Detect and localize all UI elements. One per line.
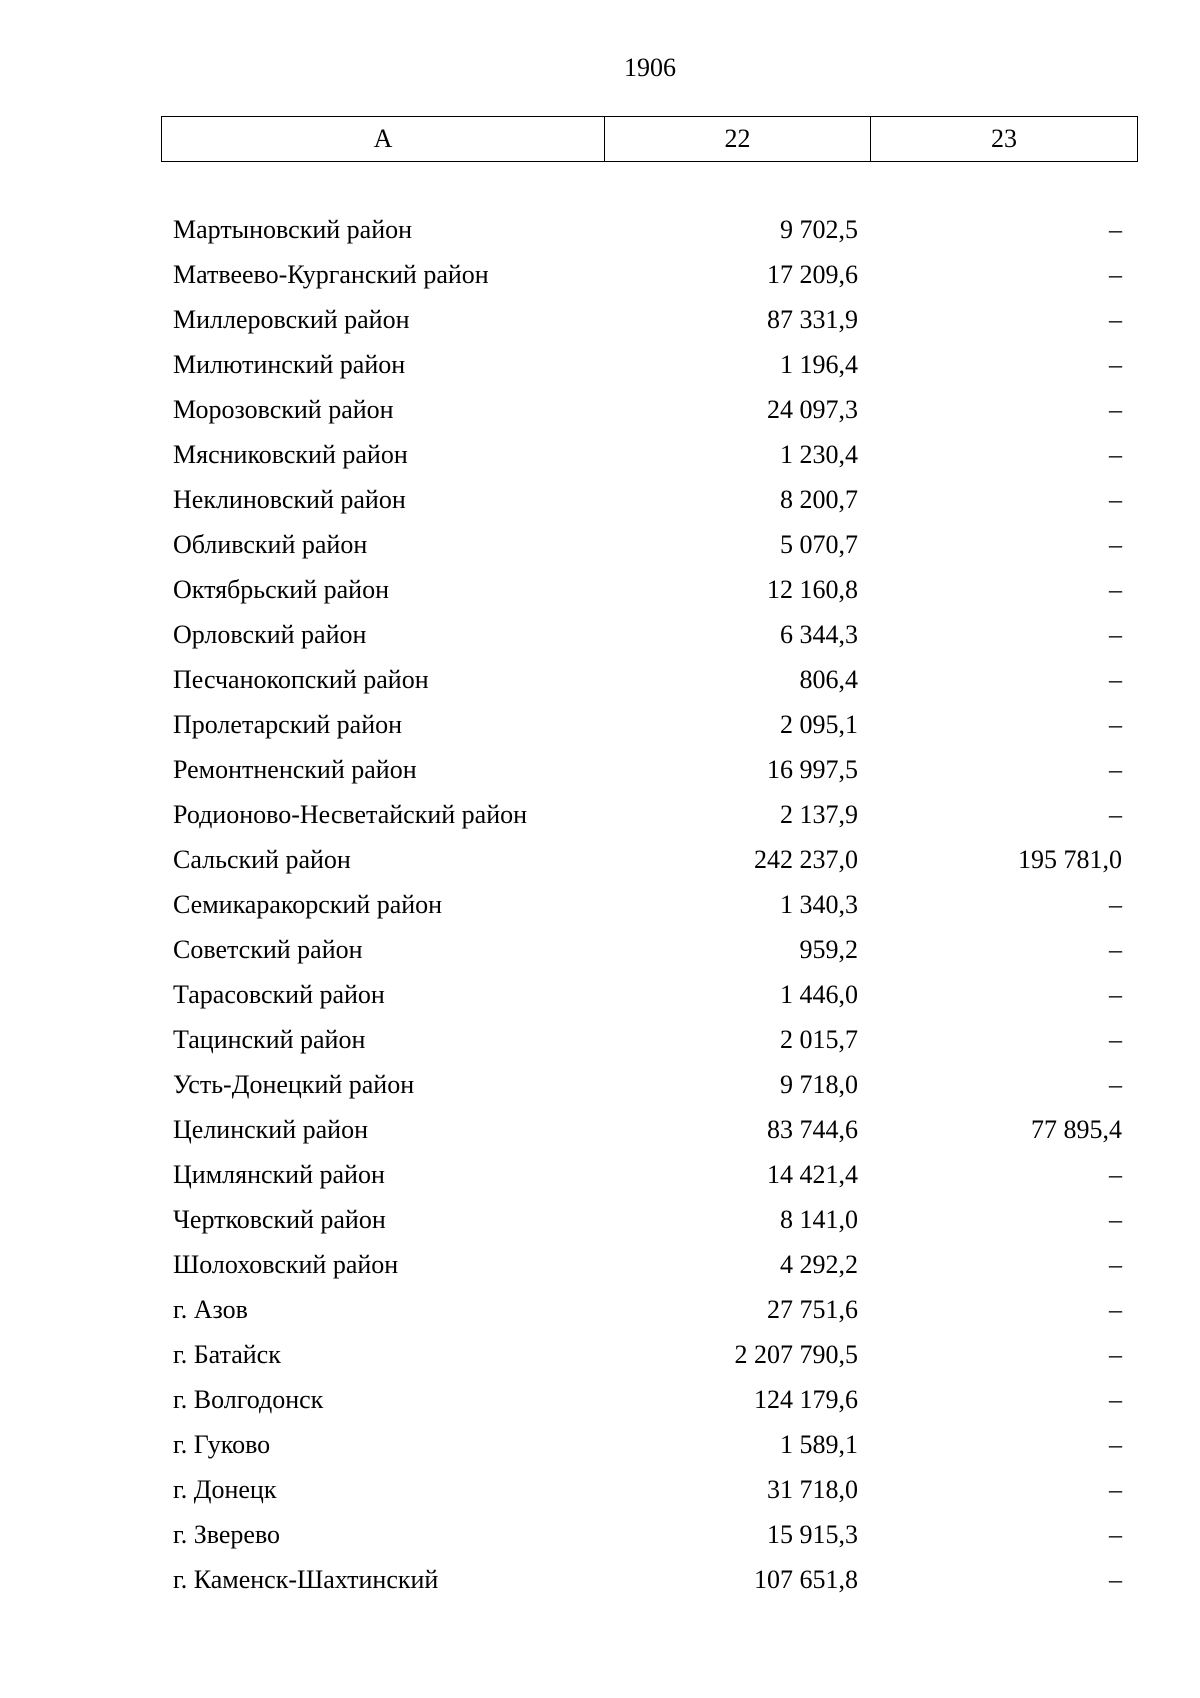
row-value-22: 17 209,6 xyxy=(767,260,858,289)
row-value-23: – xyxy=(1109,710,1122,739)
row-name: Шолоховский район xyxy=(173,1250,399,1279)
row-value-23: – xyxy=(1109,890,1122,919)
header-col-23: 23 xyxy=(871,117,1138,162)
row-value-22: 31 718,0 xyxy=(767,1475,858,1504)
row-value-22: 6 344,3 xyxy=(780,620,858,649)
row-name: Сальский район xyxy=(173,845,351,874)
header-row xyxy=(162,117,1138,162)
row-value-22: 9 718,0 xyxy=(780,1070,858,1099)
row-value-23: – xyxy=(1109,1430,1122,1459)
row-value-23: – xyxy=(1109,1340,1122,1369)
row-name: Ремонтненский район xyxy=(173,755,417,784)
row-value-22: 2 015,7 xyxy=(780,1025,858,1054)
table-row xyxy=(0,617,1200,662)
row-value-22: 15 915,3 xyxy=(767,1520,858,1549)
row-value-22: 806,4 xyxy=(799,665,858,694)
table-row xyxy=(0,977,1200,1022)
row-name: Орловский район xyxy=(173,620,367,649)
row-name: Целинский район xyxy=(173,1115,368,1144)
row-value-22: 8 141,0 xyxy=(780,1205,858,1234)
row-value-22: 242 237,0 xyxy=(754,845,858,874)
table-row xyxy=(0,1157,1200,1202)
row-name: Мясниковский район xyxy=(173,440,408,469)
table-header xyxy=(161,116,1138,162)
page-number: 1906 xyxy=(624,53,676,82)
table-row xyxy=(0,842,1200,887)
table-row xyxy=(0,1022,1200,1067)
row-name: г. Азов xyxy=(173,1295,248,1324)
table-row xyxy=(0,527,1200,572)
table-row xyxy=(0,1472,1200,1517)
row-value-23: – xyxy=(1109,1565,1122,1594)
row-name: Октябрьский район xyxy=(173,575,389,604)
row-value-22: 124 179,6 xyxy=(754,1385,858,1414)
table-row xyxy=(0,1562,1200,1607)
table-row xyxy=(0,662,1200,707)
row-name: г. Гуково xyxy=(173,1430,271,1459)
row-name: Тарасовский район xyxy=(173,980,385,1009)
row-value-22: 16 997,5 xyxy=(767,755,858,784)
table-row xyxy=(0,1517,1200,1562)
table-row xyxy=(0,572,1200,617)
row-value-23: – xyxy=(1109,485,1122,514)
row-value-23: 77 895,4 xyxy=(1031,1115,1122,1144)
row-value-23: – xyxy=(1109,800,1122,829)
row-value-23: – xyxy=(1109,1385,1122,1414)
row-value-22: 8 200,7 xyxy=(780,485,858,514)
table-body xyxy=(0,212,1200,1607)
row-value-22: 4 292,2 xyxy=(780,1250,858,1279)
row-value-23: – xyxy=(1109,215,1122,244)
row-value-22: 14 421,4 xyxy=(767,1160,858,1189)
row-value-23: – xyxy=(1109,1160,1122,1189)
row-value-22: 27 751,6 xyxy=(767,1295,858,1324)
table-row xyxy=(0,1202,1200,1247)
row-value-23: – xyxy=(1109,530,1122,559)
table-row xyxy=(0,752,1200,797)
row-value-22: 5 070,7 xyxy=(780,530,858,559)
table-row xyxy=(0,1292,1200,1337)
row-name: Морозовский район xyxy=(173,395,394,424)
row-value-23: 195 781,0 xyxy=(1018,845,1122,874)
row-name: Советский район xyxy=(173,935,363,964)
row-name: Миллеровский район xyxy=(173,305,410,334)
row-value-23: – xyxy=(1109,980,1122,1009)
row-name: г. Волгодонск xyxy=(173,1385,324,1414)
row-name: г. Зверево xyxy=(173,1520,281,1549)
row-value-23: – xyxy=(1109,440,1122,469)
table-row xyxy=(0,1247,1200,1292)
table-row xyxy=(0,1337,1200,1382)
table-row xyxy=(0,1382,1200,1427)
row-value-23: – xyxy=(1109,620,1122,649)
table-row xyxy=(0,887,1200,932)
row-value-22: 1 446,0 xyxy=(780,980,858,1009)
row-name: Семикаракорский район xyxy=(173,890,443,919)
row-name: Милютинский район xyxy=(173,350,406,379)
row-value-23: – xyxy=(1109,1070,1122,1099)
row-name: г. Донецк xyxy=(173,1475,277,1504)
row-value-22: 2 137,9 xyxy=(780,800,858,829)
row-value-23: – xyxy=(1109,935,1122,964)
row-name: Цимлянский район xyxy=(173,1160,385,1189)
row-value-23: – xyxy=(1109,575,1122,604)
row-name: Тацинский район xyxy=(173,1025,366,1054)
table-row xyxy=(0,212,1200,257)
table-row xyxy=(0,257,1200,302)
row-value-22: 1 340,3 xyxy=(780,890,858,919)
row-name: Родионово-Несветайский район xyxy=(173,800,528,829)
row-name: Обливский район xyxy=(173,530,368,559)
table-row xyxy=(0,797,1200,842)
table-row xyxy=(0,1067,1200,1112)
table-row xyxy=(0,1112,1200,1157)
row-value-23: – xyxy=(1109,755,1122,784)
row-name: Неклиновский район xyxy=(173,485,406,514)
table-row xyxy=(0,347,1200,392)
row-value-23: – xyxy=(1109,1025,1122,1054)
row-name: г. Батайск xyxy=(173,1340,281,1369)
row-value-23: – xyxy=(1109,1250,1122,1279)
row-name: Песчанокопский район xyxy=(173,665,429,694)
row-value-22: 2 095,1 xyxy=(780,710,858,739)
row-value-22: 12 160,8 xyxy=(767,575,858,604)
header-col-a: А xyxy=(162,117,605,162)
row-value-22: 1 196,4 xyxy=(780,350,858,379)
table-row xyxy=(0,392,1200,437)
row-value-22: 2 207 790,5 xyxy=(734,1340,858,1369)
row-name: г. Каменск-Шахтинский xyxy=(173,1565,439,1594)
row-value-23: – xyxy=(1109,1520,1122,1549)
row-value-22: 83 744,6 xyxy=(767,1115,858,1144)
row-value-23: – xyxy=(1109,260,1122,289)
table-row xyxy=(0,482,1200,527)
row-value-22: 24 097,3 xyxy=(767,395,858,424)
row-name: Мартыновский район xyxy=(173,215,413,244)
table-row xyxy=(0,302,1200,347)
table-row xyxy=(0,437,1200,482)
row-name: Усть-Донецкий район xyxy=(173,1070,415,1099)
row-value-22: 87 331,9 xyxy=(767,305,858,334)
table-row xyxy=(0,932,1200,977)
row-name: Пролетарский район xyxy=(173,710,403,739)
row-value-23: – xyxy=(1109,1205,1122,1234)
header-col-22: 22 xyxy=(605,117,871,162)
row-value-22: 1 230,4 xyxy=(780,440,858,469)
row-value-22: 959,2 xyxy=(799,935,858,964)
row-value-23: – xyxy=(1109,1475,1122,1504)
table-row xyxy=(0,707,1200,752)
table-row xyxy=(0,1427,1200,1472)
row-value-22: 1 589,1 xyxy=(780,1430,858,1459)
row-name: Матвеево-Курганский район xyxy=(173,260,489,289)
row-value-23: – xyxy=(1109,305,1122,334)
row-value-22: 9 702,5 xyxy=(780,215,858,244)
row-value-23: – xyxy=(1109,395,1122,424)
row-value-23: – xyxy=(1109,350,1122,379)
row-value-23: – xyxy=(1109,665,1122,694)
row-value-22: 107 651,8 xyxy=(754,1565,858,1594)
row-value-23: – xyxy=(1109,1295,1122,1324)
row-name: Чертковский район xyxy=(173,1205,386,1234)
